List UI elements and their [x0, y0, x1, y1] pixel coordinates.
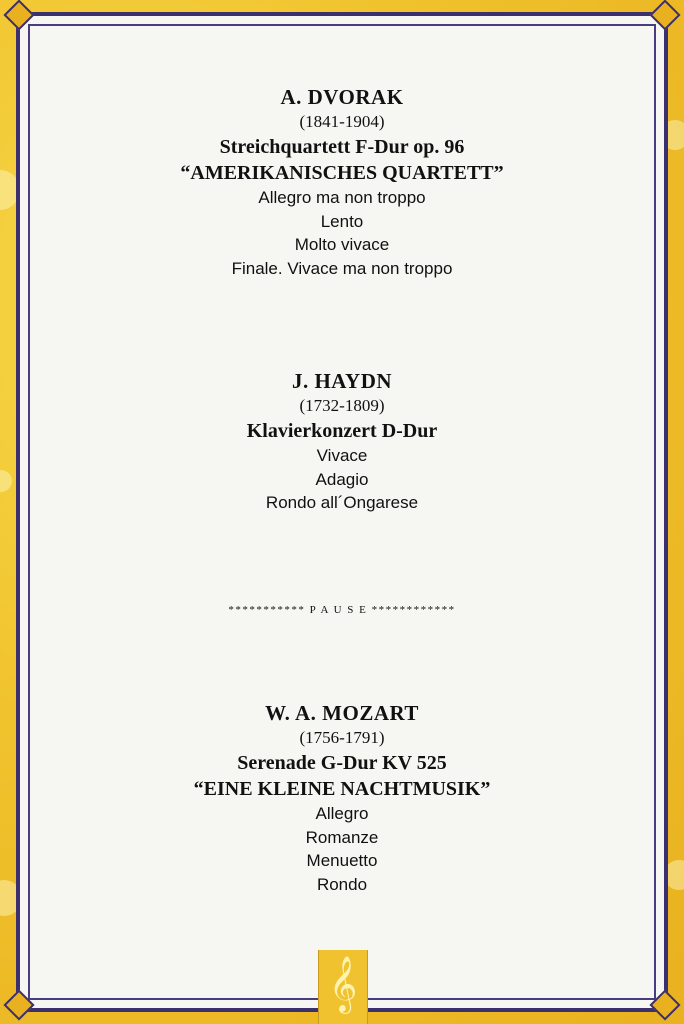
work-title: Klavierkonzert D-Dur: [246, 420, 438, 442]
movement: Vivace: [316, 446, 368, 465]
movement: Rondo all´Ongarese: [265, 493, 419, 512]
work-subtitle: “EINE KLEINE NACHTMUSIK”: [193, 778, 491, 800]
composer-dates: (1841-1904): [299, 112, 385, 131]
composer-dates: (1732-1809): [299, 396, 385, 415]
work-title: Streichquartett F-Dur op. 96: [219, 136, 465, 158]
program-item-mozart: [30, 700, 654, 896]
work-title: Serenade G-Dur KV 525: [237, 752, 447, 774]
movement: Rondo: [316, 874, 368, 894]
composer-name: W. A. MOZART: [265, 701, 419, 725]
program-content: [30, 30, 654, 994]
clef-tab: [318, 950, 368, 1024]
composer-name: J. HAYDN: [291, 369, 393, 393]
work-subtitle: “AMERIKANISCHES QUARTETT”: [180, 162, 504, 184]
movement: Lento: [320, 211, 364, 231]
movement: Allegro ma non troppo: [258, 188, 426, 207]
composer-name: A. DVORAK: [280, 85, 404, 109]
movement: Allegro: [315, 804, 369, 823]
movement: Romanze: [305, 827, 379, 847]
composer-dates: (1756-1791): [299, 728, 385, 747]
program-item-haydn: [30, 368, 654, 515]
movement: Menuetto: [306, 851, 378, 870]
movement: Molto vivace: [294, 235, 390, 254]
movement: Adagio: [315, 469, 369, 489]
program-item-dvorak: [30, 84, 654, 280]
background-bubble: [0, 470, 12, 492]
pause-divider: *********** P A U S E ************: [228, 604, 456, 616]
treble-clef-icon: 𝄞: [328, 956, 358, 1012]
movement: Finale. Vivace ma non troppo: [231, 258, 453, 278]
